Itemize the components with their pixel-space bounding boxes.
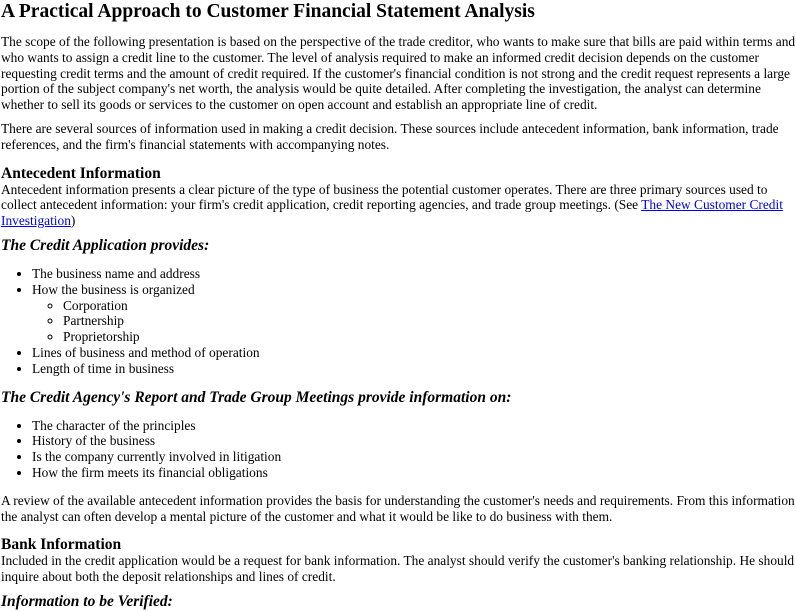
credit-application-list — [1, 266, 796, 377]
review-paragraph: A review of the available antecedent information provides the basis for understanding the customer's needs and requirements. From this information the analyst can often develop a mental picture of the customer and what it would be like to do business with them. — [1, 492, 795, 524]
antecedent-text-end: ) — [70, 213, 76, 229]
list-item: • The business name and address — [32, 266, 796, 282]
list-item: • History of the business — [32, 433, 796, 449]
list-item-text: How the business is organized — [32, 281, 195, 297]
information-to-be-verified-heading: Information to be Verified: — [1, 592, 173, 610]
list-item: ◦ Corporation — [63, 298, 796, 314]
list-item: ◦ Proprietorship — [63, 329, 796, 345]
list-item: • The character of the principles — [32, 418, 796, 434]
antecedent-paragraph — [1, 182, 796, 229]
intro-paragraph-1: The scope of the following presentation is based on the perspective of the trade creditor, who wants to make sure that bills are paid within terms and who wants to assign a credit line to the customer. The level of analysis required to make an informed credit decision depends on the customer requesting credit terms and the amount of credit required. If the customer's financial condition is not strong and the credit request represents a large portion of the subject company's net worth, the analysis would be quite detailed. After completing the investigation, the analyst can determine whether to sell its goods or services to the customer on open account and establish an appropriate line of credit. — [1, 34, 796, 113]
list-item: • Length of time in business — [32, 361, 796, 377]
antecedent-text: Antecedent information presents a clear picture of the type of business the potential customer operates. There are three primary sources used to collect antecedent information: your firm's credit application, credit reporting agencies, and trade group meetings. (See — [1, 181, 768, 213]
new-customer-credit-investigation-link[interactable]: The New Customer Credit Investigation — [1, 197, 783, 229]
bank-information-paragraph: Included in the credit application would be a request for bank information. The analyst should verify the customer's banking relationship. He should inquire about both the deposit relationships and lines of credit. — [1, 553, 795, 585]
list-item: • How the firm meets its financial obligations — [32, 465, 796, 481]
list-item: • Is the company currently involved in litigation — [32, 449, 796, 465]
page-title: A Practical Approach to Customer Financial Statement Analysis — [1, 1, 535, 22]
list-item: ◦ Partnership — [63, 313, 796, 329]
organization-types-list — [32, 298, 796, 345]
list-item — [32, 282, 796, 345]
intro-paragraph-2: There are several sources of information used in making a credit decision. These sources include antecedent information, bank information, trade references, and the firm's financial statements with accompanying notes. — [1, 120, 779, 152]
credit-agency-list — [1, 418, 796, 481]
credit-agency-heading: The Credit Agency's Report and Trade Group Meetings provide information on: — [1, 388, 512, 406]
document-page — [0, 1, 796, 611]
credit-application-heading: The Credit Application provides: — [1, 236, 210, 254]
antecedent-heading: Antecedent Information — [1, 164, 161, 182]
list-item: • Lines of business and method of operation — [32, 345, 796, 361]
bank-information-heading: Bank Information — [1, 536, 122, 554]
